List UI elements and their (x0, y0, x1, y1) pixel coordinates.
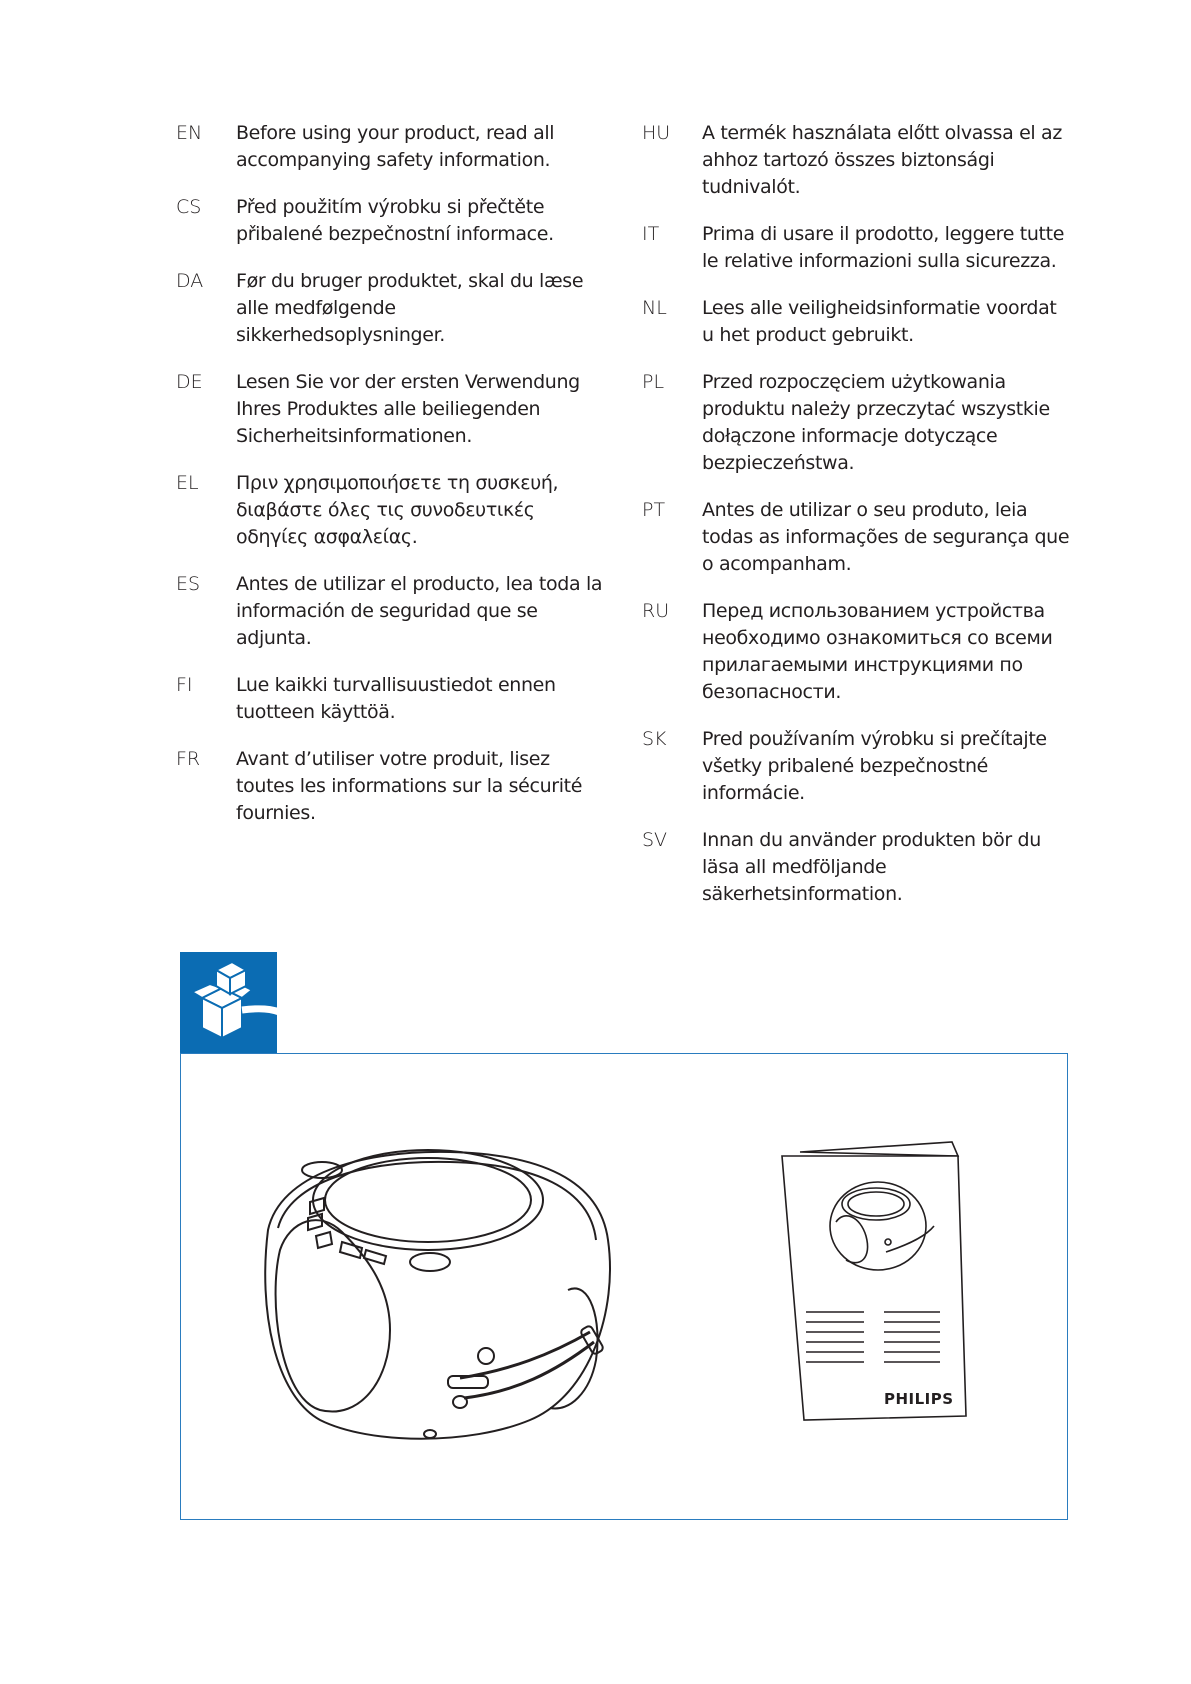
safety-text: Lees alle veiligheidsinformatie voordat u het product gebruikt. (702, 297, 1057, 346)
safety-text: Před použitím výrobku si přečtěte přibalené bezpečnostní informace. (236, 196, 554, 245)
language-entry (176, 194, 606, 248)
language-entry (642, 369, 1072, 477)
safety-text: Przed rozpoczęciem użytkowania produktu należy przeczytać wszystkie dołączone informacje dotyczące bezpieczeństwa. (702, 371, 1050, 474)
language-entry (176, 470, 606, 551)
safety-text: Before using your product, read all accompanying safety information. (236, 122, 555, 171)
language-entry (642, 598, 1072, 706)
language-code: IT (642, 223, 660, 245)
safety-text: Avant d’utiliser votre produit, lisez toutes les informations sur la sécurité fournies. (236, 748, 583, 824)
language-entry (642, 221, 1072, 275)
language-code: FI (176, 674, 193, 696)
safety-text: Før du bruger produktet, skal du læse alle medfølgende sikkerhedsoplysninger. (236, 270, 584, 346)
unpack-box-badge (180, 952, 277, 1053)
language-code: FR (176, 748, 201, 770)
language-code: RU (642, 600, 670, 622)
language-entry (642, 497, 1072, 578)
safety-text: A termék használata előtt olvassa el az ahhoz tartozó összes biztonsági tudnivalót. (702, 122, 1062, 198)
language-column-right (642, 120, 1072, 928)
safety-text: Antes de utilizar o seu produto, leia todas as informações de segurança que o acompanham. (702, 499, 1070, 575)
language-code: ES (176, 573, 201, 595)
language-code: DA (176, 270, 204, 292)
safety-text: Pred používaním výrobku si prečítajte všetky pribalené bezpečnostné informácie. (702, 728, 1047, 804)
user-manual-icon (780, 1140, 980, 1430)
unpack-box-icon (180, 952, 310, 1053)
language-code: SK (642, 728, 667, 750)
language-code: CS (176, 196, 202, 218)
language-entry (642, 295, 1072, 349)
language-entry (176, 369, 606, 450)
language-code: NL (642, 297, 667, 319)
safety-text: Antes de utilizar el producto, lea toda la información de seguridad que se adjunta. (236, 573, 603, 649)
manual-brand-logo: PHILIPS (884, 1390, 954, 1408)
language-entry (176, 571, 606, 652)
language-code: PT (642, 499, 666, 521)
language-code: SV (642, 829, 668, 851)
language-code: EL (176, 472, 199, 494)
language-code: DE (176, 371, 203, 393)
language-code: HU (642, 122, 671, 144)
language-entry (642, 120, 1072, 201)
safety-text: Lue kaikki turvallisuustiedot ennen tuotteen käyttöä. (236, 674, 556, 723)
language-entry (642, 827, 1072, 908)
language-entry (176, 672, 606, 726)
safety-text: Πριν χρησιμοποιήσετε τη συσκευή, διαβάστε όλες τις συνοδευτικές οδηγίες ασφαλείας. (236, 472, 559, 548)
safety-text: Lesen Sie vor der ersten Verwendung Ihres Produktes alle beiliegenden Sicherheitsinformationen. (236, 371, 580, 447)
language-code: PL (642, 371, 665, 393)
language-column-left (176, 120, 606, 847)
language-entry (176, 746, 606, 827)
language-entry (176, 268, 606, 349)
safety-text: Innan du använder produkten bör du läsa all medföljande säkerhetsinformation. (702, 829, 1041, 905)
safety-text: Prima di usare il prodotto, leggere tutte le relative informazioni sulla sicurezza. (702, 223, 1065, 272)
language-entry (176, 120, 606, 174)
safety-text: Перед использованием устройства необходимо ознакомиться со всеми прилагаемыми инструкциями по безопасности. (702, 600, 1053, 703)
language-entry (642, 726, 1072, 807)
boombox-icon (250, 1140, 640, 1460)
language-code: EN (176, 122, 203, 144)
